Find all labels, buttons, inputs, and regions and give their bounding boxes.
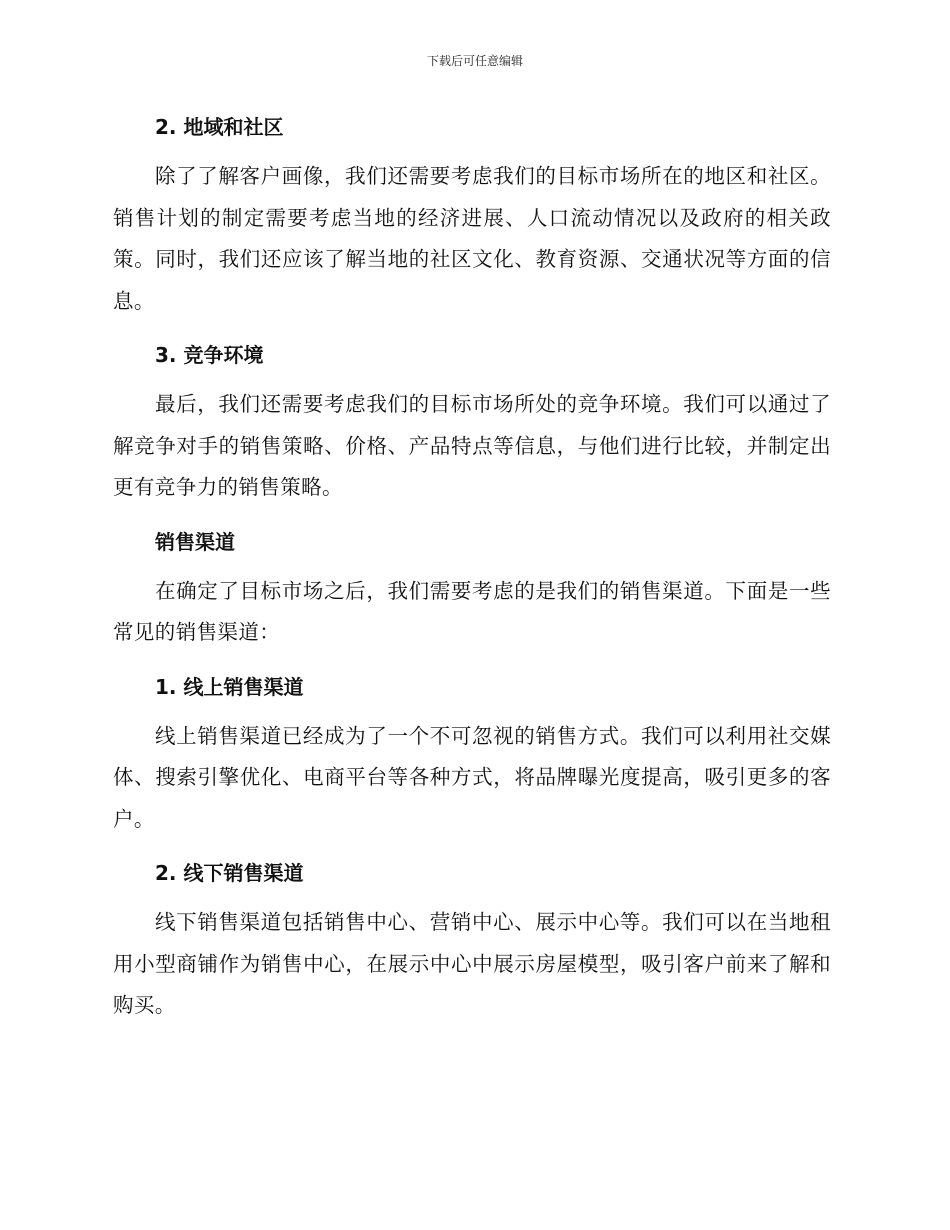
section-paragraph-sales-channels: 在确定了目标市场之后，我们需要考虑的是我们的销售渠道。下面是一些常见的销售渠道： bbox=[113, 578, 831, 644]
section-heading-region-community: 2. 地域和社区 bbox=[155, 115, 284, 139]
section-paragraph-offline-channel: 线下销售渠道包括销售中心、营销中心、展示中心等。我们可以在当地租用小型商铺作为销售中心，在展示中心中展示房屋模型，吸引客户前来了解和购买。 bbox=[113, 910, 831, 1017]
section-paragraph-online-channel: 线上销售渠道已经成为了一个不可忽视的销售方式。我们可以利用社交媒体、搜索引擎优化、电商平台等各种方式，将品牌曝光度提高，吸引更多的客户。 bbox=[113, 723, 831, 831]
document-body bbox=[113, 112, 831, 1027]
section-paragraph-region-community: 除了了解客户画像，我们还需要考虑我们的目标市场所在的地区和社区。销售计划的制定需要考虑当地的经济进展、人口流动情况以及政府的相关政策。同时，我们还应该了解当地的社区文化、教育资源、交通状况等方面的信息。 bbox=[113, 164, 831, 313]
section-heading-online-channel: 1. 线上销售渠道 bbox=[155, 674, 304, 699]
page-header: 下载后可任意编辑 bbox=[426, 54, 523, 68]
section-heading-offline-channel: 2. 线下销售渠道 bbox=[155, 861, 304, 885]
section-heading-sales-channels: 销售渠道 bbox=[155, 529, 235, 554]
section-paragraph-competition: 最后，我们还需要考虑我们的目标市场所处的竞争环境。我们可以通过了解竞争对手的销售策略、价格、产品特点等信息，与他们进行比较，并制定出更有竞争力的销售策略。 bbox=[113, 392, 831, 499]
section-heading-competition: 3. 竞争环境 bbox=[155, 343, 264, 367]
